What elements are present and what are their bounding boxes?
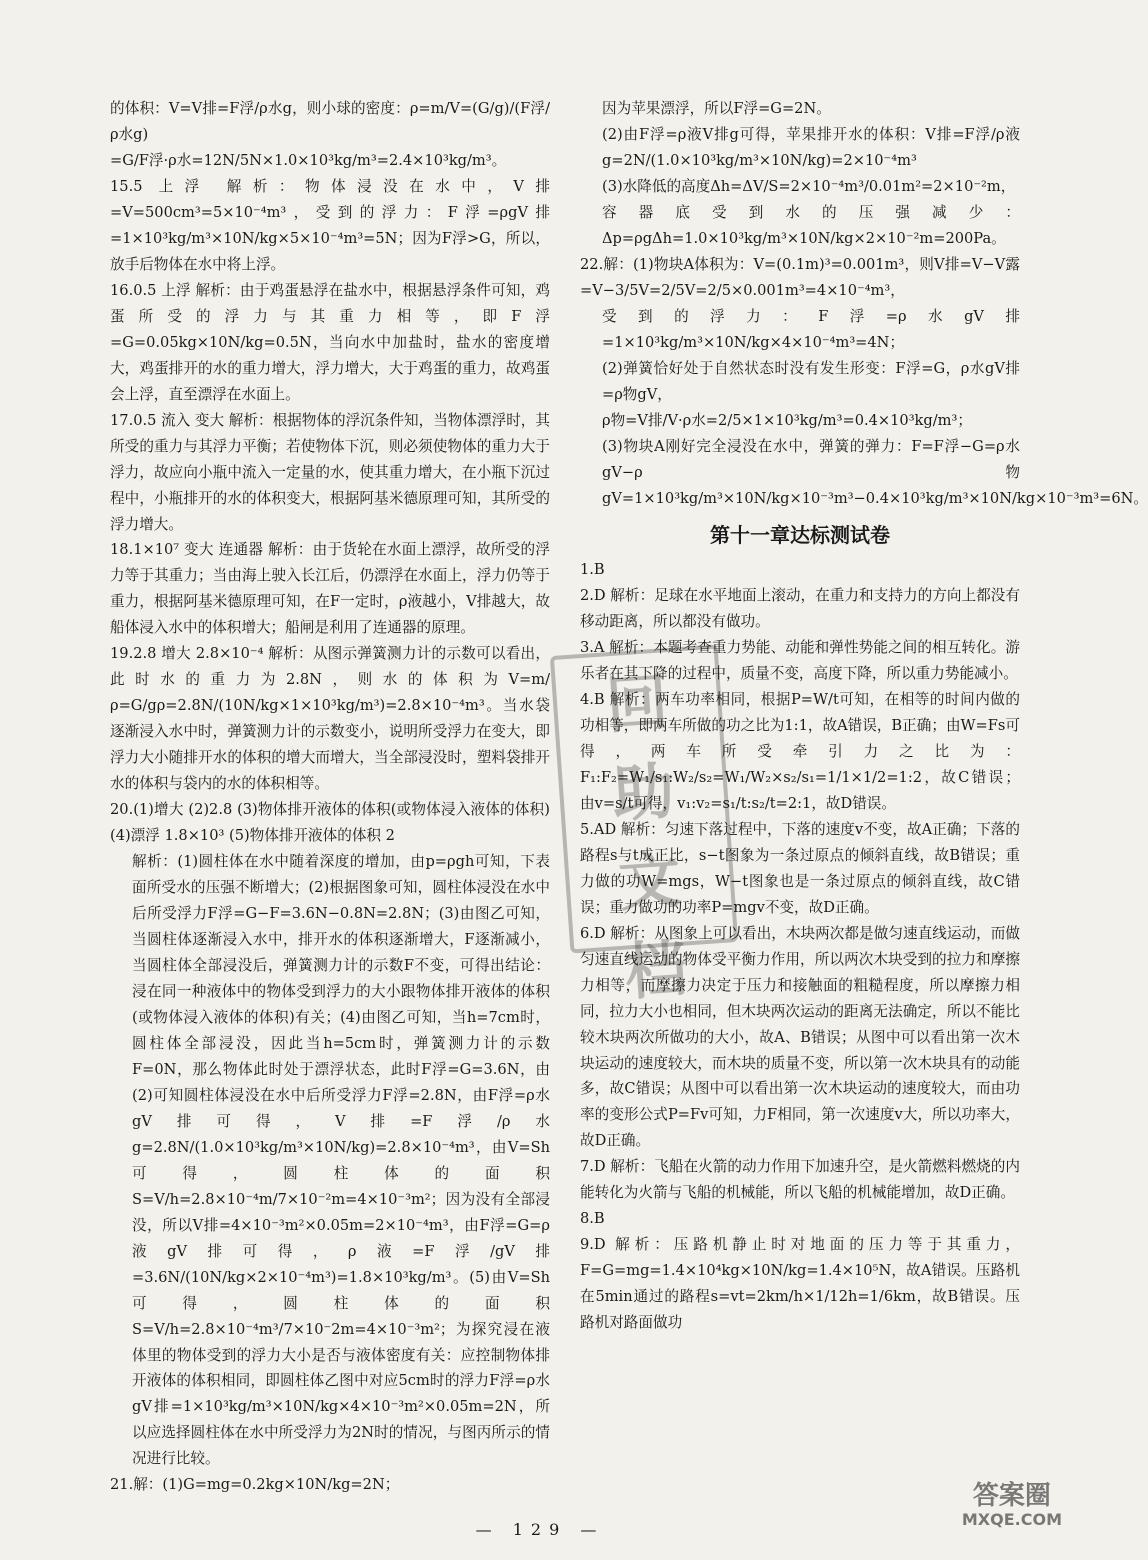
answer-line: (2)弹簧恰好处于自然状态时没有发生形变：F浮=G，ρ水gV排=ρ物gV， [602, 359, 1020, 403]
test-answer-8: 8.B [580, 1210, 605, 1228]
test-answer-6: 6.D 解析：从图象上可以看出，木块两次都是做匀速直线运动，而做匀速直线运动的物体受平衡力作用，所以两次木块受到的拉力和摩擦力相等，而摩擦力决定于压力和接触面的粗糙程度，所以摩擦力相同，拉力大小也相同，但木块两次运动的距离无法确定，所以不能比较木块两次所做功的大小，故A、B错误；从图中可以看出第一次木块运动的速度较大，而木块的质量不变，所以第一次木块具有的动能多，故C错误；从图中可以看出第一次木块运动的速度较大，而由功率的变形公式P=Fv可知，力F相同，第一次速度v大，所以功率大，故D正确。 [580, 924, 1020, 1150]
watermark-title: 答案圈 [972, 1481, 1051, 1511]
stamp-char: 档 [622, 931, 690, 1009]
answer-17: 17.0.5 流入 变大 解析：根据物体的浮沉条件知，当物体漂浮时，其所受的重力与其浮力平衡；若使物体下沉，则必须使物体的重力大于浮力，故应向小瓶中流入一定量的水，使其重力增大，在小瓶下沉过程中，小瓶排开的水的体积变大，根据阿基米德原理可知，其所受的浮力增大。 [110, 411, 550, 533]
test-answer-4: 4.B 解析：两车功率相同，根据P=W/t可知，在相等的时间内做的功相等，即两车所做的功之比为1:1，故A错误，B正确；由W=Fs可得，两车所受牵引力之比为：F₁:F₂=W₁/s₁:W₂/s₂=W₁/W₂×s₂/s₁=1/1×1/2=1:2，故C错误；由v=s/t可得，v₁:v₂=s₁/t:s₂/t=2:1，故D错误。 [580, 690, 1020, 812]
answer-19: 19.2.8 增大 2.8×10⁻⁴ 解析：从图示弹簧测力计的示数可以看出，此时水的重力为2.8N，则水的体积为V=m/ρ=G/gρ=2.8N/(10N/kg×1×10³kg/m³)=2.8×10⁻⁴m³。当水袋逐渐浸入水中时，弹簧测力计的示数变小，说明所受浮力在变大，即浮力大小随排开水的体积的增大而增大，当全部浸没时，塑料袋排开水的体积与袋内的水的体积相等。 [110, 645, 550, 793]
test-answer-7: 7.D 解析：飞船在火箭的动力作用下加速升空，是火箭燃料燃烧的内能转化为火箭与飞船的机械能，所以飞船的机械能增加，故D正确。 [580, 1158, 1020, 1202]
answer-line: =G/F浮·ρ水=12N/5N×1.0×10³kg/m³=2.4×10³kg/m³。 [110, 151, 507, 169]
answer-line: 受到的浮力：F浮=ρ水gV排=1×10³kg/m³×10N/kg×4×10⁻⁴m³=4N； [602, 307, 1020, 351]
test-answer-1: 1.B [580, 561, 605, 579]
answer-line: 因为苹果漂浮，所以F浮=G=2N。 [602, 100, 831, 117]
answer-line: 的体积：V=V排=F浮/ρ水g，则小球的密度：ρ=m/V=(G/g)/(F浮/ρ水g) [110, 100, 550, 143]
answer-line: (2)由F浮=ρ液V排g可得，苹果排开水的体积：V排=F浮/ρ液g=2N/(1.0×10³kg/m³×10N/kg)=2×10⁻⁴m³ [602, 125, 1020, 169]
answer-line: ρ物=V排/V·ρ水=2/5×1×10³kg/m³=0.4×10³kg/m³； [602, 411, 972, 429]
answer-15: 15.5 上浮 解析：物体浸没在水中，V排=V=500cm³=5×10⁻⁴m³，受到的浮力：F浮=ρgV排=1×10³kg/m³×10N/kg×5×10⁻⁴m³=5N；因为F浮>G，所以，放手后物体在水中将上浮。 [110, 177, 550, 273]
left-column [110, 96, 550, 1498]
page-number: — 129 — [475, 1520, 605, 1539]
section-title: 第十一章达标测试卷 [710, 522, 890, 547]
answer-21: 21.解：(1)G=mg=0.2kg×10N/kg=2N； [110, 1476, 400, 1494]
answer-20-explanation: 解析：(1)圆柱体在水中随着深度的增加，由p=ρgh可知，下表面所受水的压强不断增大；(2)根据图象可知，圆柱体浸没在水中后所受浮力F浮=G−F=3.6N−0.8N=2.8N；(3)由图乙可知，当圆柱体逐渐浸入水中，排开水的体积逐渐增大，F逐渐减小，当圆柱体全部浸没后，弹簧测力计的示数F不变，可得出结论：浸在同一种液体中的物体受到浮力的大小跟物体排开液体的体积(或物体浸入液体的体积)有关；(4)由图乙可知，当h=7cm时，圆柱体全部浸没，因此当h=5cm时，弹簧测力计的示数F=0N，那么物体此时处于漂浮状态，此时F浮=G=3.6N，由(2)可知圆柱体浸没在水中后所受浮力F浮=2.8N，由F浮=ρ水gV排可得，V排=F浮/ρ水g=2.8N/(1.0×10³kg/m³×10N/kg)=2.8×10⁻⁴m³，由V=Sh可得，圆柱体的面积S=V/h=2.8×10⁻⁴m/7×10⁻²m=4×10⁻³m²；因为没有全部浸没，所以V排=4×10⁻³m²×0.05m=2×10⁻⁴m³，由F浮=G=ρ液gV排可得，ρ液=F浮/gV排=3.6N/(10N/kg×2×10⁻⁴m³)=1.8×10³kg/m³。(5)由V=Sh可得，圆柱体的面积S=V/h=2.8×10⁻⁴m³/7×10⁻2m=4×10⁻³m²；为探究浸在液体里的物体受到的浮力大小是否与液体密度有关：应控制物体排开液体的体积相同，即圆柱体乙图中对应5cm时的浮力F浮=ρ水gV排=1×10³kg/m³×10N/kg×4×10⁻³m²×0.05m=2N，所以应选择圆柱体在水中所受浮力为2N时的情况，与图丙所示的情况进行比较。 [132, 853, 550, 1468]
answer-line: 容器底受到水的压强减少：Δp=ρgΔh=1.0×10³kg/m³×10N/kg×2×10⁻²m=200Pa。 [602, 203, 1020, 247]
test-answer-2: 2.D 解析：足球在水平地面上滚动，在重力和支持力的方向上都没有移动距离，所以都没有做功。 [580, 587, 1020, 631]
stamp-char: 文 [616, 842, 684, 920]
answer-line: (3)水降低的高度Δh=ΔV/S=2×10⁻⁴m³/0.01m²=2×10⁻²m， [602, 177, 1016, 195]
stamp-char: 助 [610, 753, 678, 832]
answer-22: 22.解：(1)物块A体积为：V=(0.1m)³=0.001m³，则V排=V−V露=V−3/5V=2/5V=2/5×0.001m³=4×10⁻⁴m³， [580, 255, 1020, 299]
watermark-url: MXQE.COM [961, 1509, 1062, 1529]
stamp-char: 回 [603, 665, 671, 743]
answer-20: 20.(1)增大 (2)2.8 (3)物体排开液体的体积(或物体浸入液体的体积) (4)漂浮 1.8×10³ (5)物体排开液体的体积 2 [110, 801, 550, 845]
test-answer-3: 3.A 解析：本题考查重力势能、动能和弹性势能之间的相互转化。游乐者在其下降的过程中，质量不变，高度下降，所以重力势能减小。 [580, 639, 1020, 682]
corner-watermark [962, 1482, 1062, 1528]
stamp-watermark [550, 645, 738, 1009]
answer-line: (3)物块A刚好完全浸没在水中，弹簧的弹力：F=F浮−G=ρ水gV−ρ物gV=1×10³kg/m³×10N/kg×10⁻³m³−0.4×10³kg/m³×10N/kg×10⁻³m³=6N。 [602, 437, 1148, 507]
answer-16: 16.0.5 上浮 解析：由于鸡蛋悬浮在盐水中，根据悬浮条件可知，鸡蛋所受的浮力与其重力相等，即F浮=G=0.05kg×10N/kg=0.5N，当向水中加盐时，盐水的密度增大，鸡蛋排开的水的重力增大，浮力增大，大于鸡蛋的重力，故鸡蛋会上浮，直至漂浮在水面上。 [110, 281, 550, 403]
test-answer-5: 5.AD 解析：匀速下落过程中，下落的速度v不变，故A正确；下落的路程s与t成正比，s−t图象为一条过原点的倾斜直线，故B错误；重力做的功W=mgs，W−t图象也是一条过原点的倾斜直线，故C错误；重力做功的功率P=mgv不变，故D正确。 [580, 820, 1020, 916]
test-answer-9: 9.D 解析：压路机静止时对地面的压力等于其重力，F=G=mg=1.4×10⁴kg×10N/kg=1.4×10⁵N，故A错误。压路机在5min通过的路程s=vt=2km/h×1/12h=1/6km，故B错误。压路机对路面做功 [580, 1236, 1020, 1332]
answer-18: 18.1×10⁷ 变大 连通器 解析：由于货轮在水面上漂浮，故所受的浮力等于其重力；当由海上驶入长江后，仍漂浮在水面上，浮力仍等于重力，根据阿基米德原理可知，在F一定时，ρ液越小，V排越大，故船体浸入水中的体积增大；船闸是利用了连通器的原理。 [110, 541, 550, 637]
